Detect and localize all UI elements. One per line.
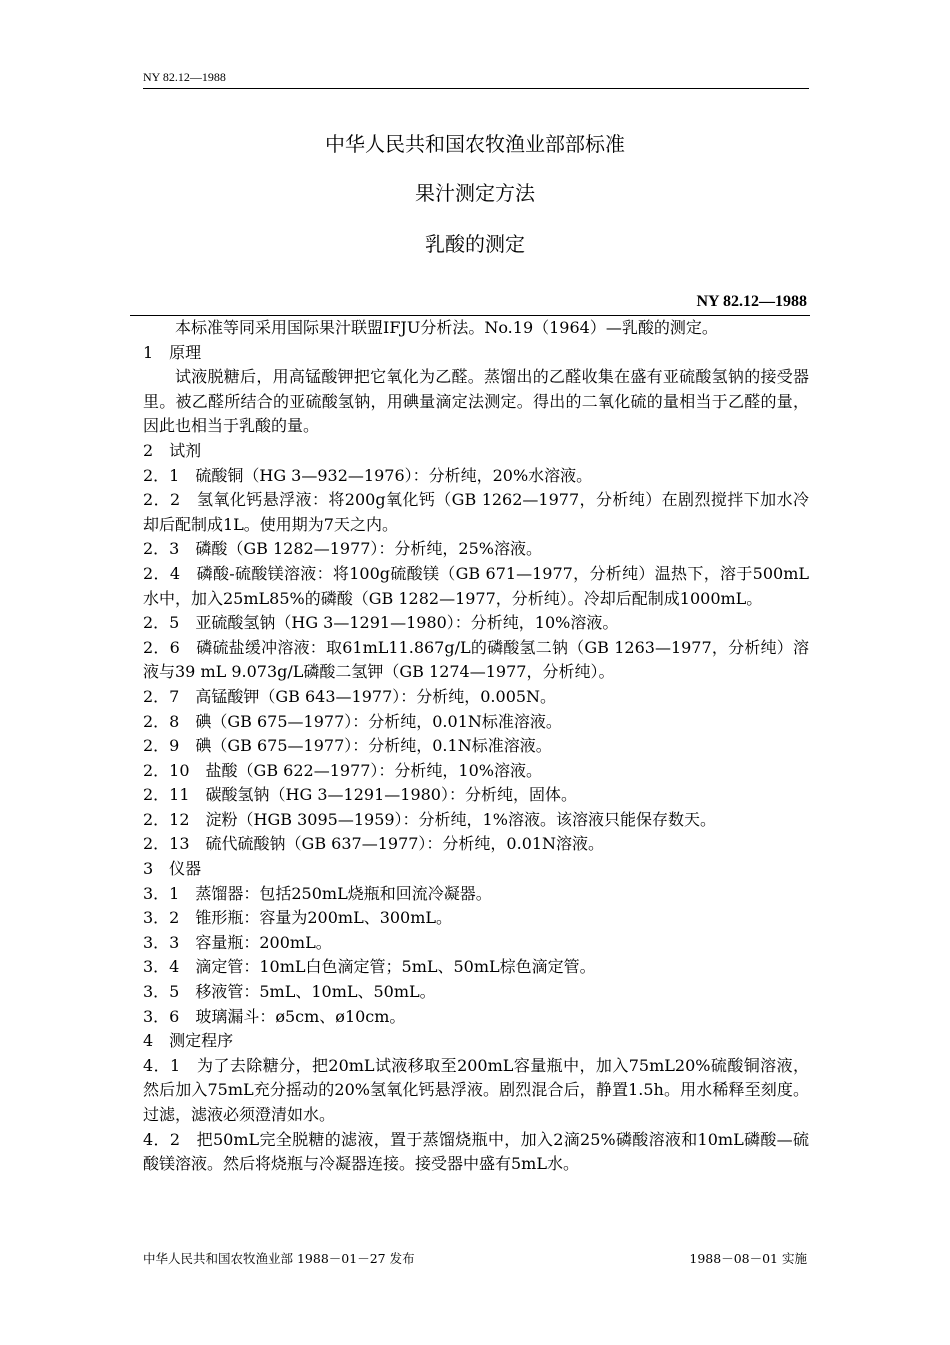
main-title: 果汁测定方法 [415,181,535,205]
paragraph: 3．4 滴定管：10mL白色滴定管；5mL、50mL棕色滴定管。 [143,957,596,977]
paragraph: 2．8 碘（GB 675—1977）：分析纯，0.01N标准溶液。 [143,711,562,731]
page-header-code: NY 82.12—1988 [143,70,226,84]
paragraph: 2．3 磷酸（GB 1282—1977）：分析纯，25%溶液。 [143,539,542,559]
paragraph: 4．1 为了去除糖分，把20mL试液移取至200mL容量瓶中，加入75mL20%硫酸铜溶液，然后加入75mL充分摇动的20%氢氧化钙悬浮液。剧烈混合后，静置1.5h。用水稀释至刻度。过滤，滤液必须澄清如水。 [143,1055,809,1124]
footer-effective: 1988－08－01 实施 [689,1251,807,1266]
paragraph: 2．6 磷硫盐缓冲溶液：取61mL11.867g/L的磷酸氢二钠（GB 1263—1977，分析纯）溶液与39 mL 9.073g/L磷酸二氢钾（GB 1274—1977，分析纯）。 [143,637,809,682]
paragraph: 4．2 把50mL完全脱糖的滤液，置于蒸馏烧瓶中，加入2滴25%磷酸溶液和10mL磷酸—硫酸镁溶液。然后将烧瓶与冷凝器连接。接受器中盛有5mL水。 [143,1129,809,1174]
paragraph: 3 仪器 [143,859,202,879]
standard-code: NY 82.12—1988 [696,293,807,310]
paragraph: 试液脱糖后，用高锰酸钾把它氧化为乙醛。蒸馏出的乙醛收集在盛有亚硫酸氢钠的接受器里。被乙醛所结合的亚硫酸氢钠，用碘量滴定法测定。得出的二氧化硫的量相当于乙醛的量，因此也相当于乳酸的量。 [143,367,809,436]
paragraph: 2．1 硫酸铜（HG 3—932—1976）：分析纯，20%水溶液。 [143,465,593,485]
paragraph: 2．13 硫代硫酸钠（GB 637—1977）：分析纯，0.01N溶液。 [143,834,605,854]
paragraph: 3．1 蒸馏器：包括250mL烧瓶和回流冷凝器。 [143,883,492,903]
paragraph: 2．7 高锰酸钾（GB 643—1977）：分析纯，0.005N。 [143,686,557,706]
paragraph: 2．2 氢氧化钙悬浮液：将200g氧化钙（GB 1262—1977，分析纯）在剧烈搅拌下加水冷却后配制成1L。使用期为7天之内。 [143,490,809,534]
paragraph: 1 原理 [143,342,202,362]
header-rule [143,88,809,89]
paragraph: 2．10 盐酸（GB 622—1977）：分析纯，10%溶液。 [143,760,542,780]
paragraph: 2．12 淀粉（HGB 3095—1959）：分析纯，1%溶液。该溶液只能保存数天。 [143,809,716,829]
paragraph: 3．5 移液管：5mL、10mL、50mL。 [143,982,436,1002]
paragraph: 3．3 容量瓶：200mL。 [143,932,332,952]
paragraph: 2．4 磷酸-硫酸镁溶液：将100g硫酸镁（GB 671—1977，分析纯）温热下，溶于500mL水中，加入25mL85%的磷酸（GB 1282—1977，分析纯）。冷却后配制成1000mL。 [143,563,809,608]
org-title: 中华人民共和国农牧渔业部部标准 [325,132,625,156]
paragraph: 2 试剂 [143,440,202,460]
footer-issued: 中华人民共和国农牧渔业部 1988－01－27 发布 [143,1251,415,1266]
paragraph: 4 测定程序 [143,1031,234,1051]
paragraph: 2．9 碘（GB 675—1977）：分析纯，0.1N标准溶液。 [143,736,552,756]
paragraph: 本标准等同采用国际果汁联盟IFJU分析法。No.19（1964）—乳酸的测定。 [175,318,718,337]
paragraph: 2．11 碳酸氢钠（HG 3—1291—1980）：分析纯，固体。 [143,785,577,805]
paragraph: 2．5 亚硫酸氢钠（HG 3—1291—1980）：分析纯，10%溶液。 [143,613,619,633]
paragraph: 3．2 锥形瓶：容量为200mL、300mL。 [143,908,453,928]
document-body [143,316,809,1177]
paragraph: 3．6 玻璃漏斗：ø5cm、ø10cm。 [143,1006,406,1026]
sub-title: 乳酸的测定 [425,232,525,256]
